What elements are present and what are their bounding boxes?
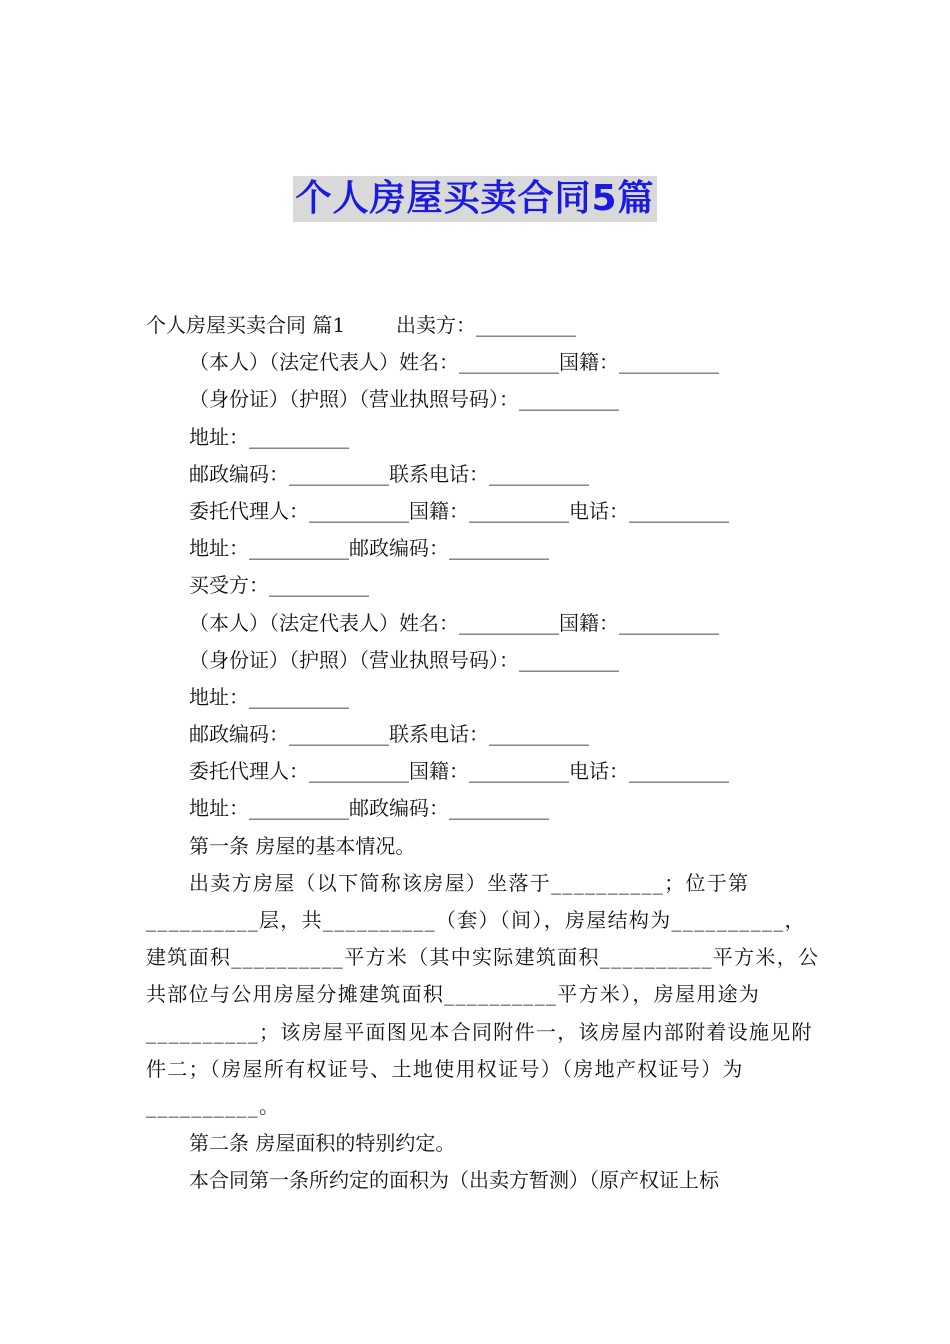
buyer-line: 买受方：__________ — [189, 573, 369, 598]
article2-heading: 第二条 房屋面积的特别约定。 — [189, 1131, 456, 1156]
title-container — [0, 176, 950, 222]
seller-address-line: 地址：__________ — [189, 424, 349, 449]
article1-body: 出卖方房屋（以下简称该房屋）坐落于__________；位于第__________层，共__________（套）（间），房屋结构为__________，建筑面积__________平方米（其中实际建筑面积__________平方米，公共部位与公用房屋分摊建筑面积__________平方米），房屋用途为__________；该房屋平面图见本合同附件一，该房屋内部附着设施见附件二；（房屋所有权证号、土地使用权证号）（房地产权证号）为__________。 — [146, 870, 820, 1119]
seller-id-line: （身份证）（护照）（营业执照号码）：__________ — [189, 387, 619, 412]
buyer-id-line: （身份证）（护照）（营业执照号码）：__________ — [189, 647, 619, 672]
seller-name-line: （本人）（法定代表人）姓名：__________国籍：__________ — [189, 350, 719, 375]
buyer-agent-address-line: 地址：__________邮政编码：__________ — [189, 796, 549, 821]
buyer-postcode-line: 邮政编码：__________联系电话：__________ — [189, 722, 589, 747]
seller-agent-address-line: 地址：__________邮政编码：__________ — [189, 536, 549, 561]
article1-heading: 第一条 房屋的基本情况。 — [189, 833, 416, 858]
article2-body: 本合同第一条所约定的面积为（出卖方暂测）（原产权证上标 — [189, 1168, 719, 1193]
contract-heading-line: 个人房屋买卖合同 篇1 出卖方：__________ — [146, 313, 576, 337]
document-body — [146, 307, 826, 1200]
buyer-agent-line: 委托代理人：__________国籍：__________电话：__________ — [189, 759, 729, 784]
seller-postcode-line: 邮政编码：__________联系电话：__________ — [189, 461, 589, 486]
document-title: 个人房屋买卖合同5篇 — [293, 176, 656, 222]
buyer-name-line: （本人）（法定代表人）姓名：__________国籍：__________ — [189, 610, 719, 635]
buyer-address-line: 地址：__________ — [189, 684, 349, 709]
seller-agent-line: 委托代理人：__________国籍：__________电话：__________ — [189, 498, 729, 523]
